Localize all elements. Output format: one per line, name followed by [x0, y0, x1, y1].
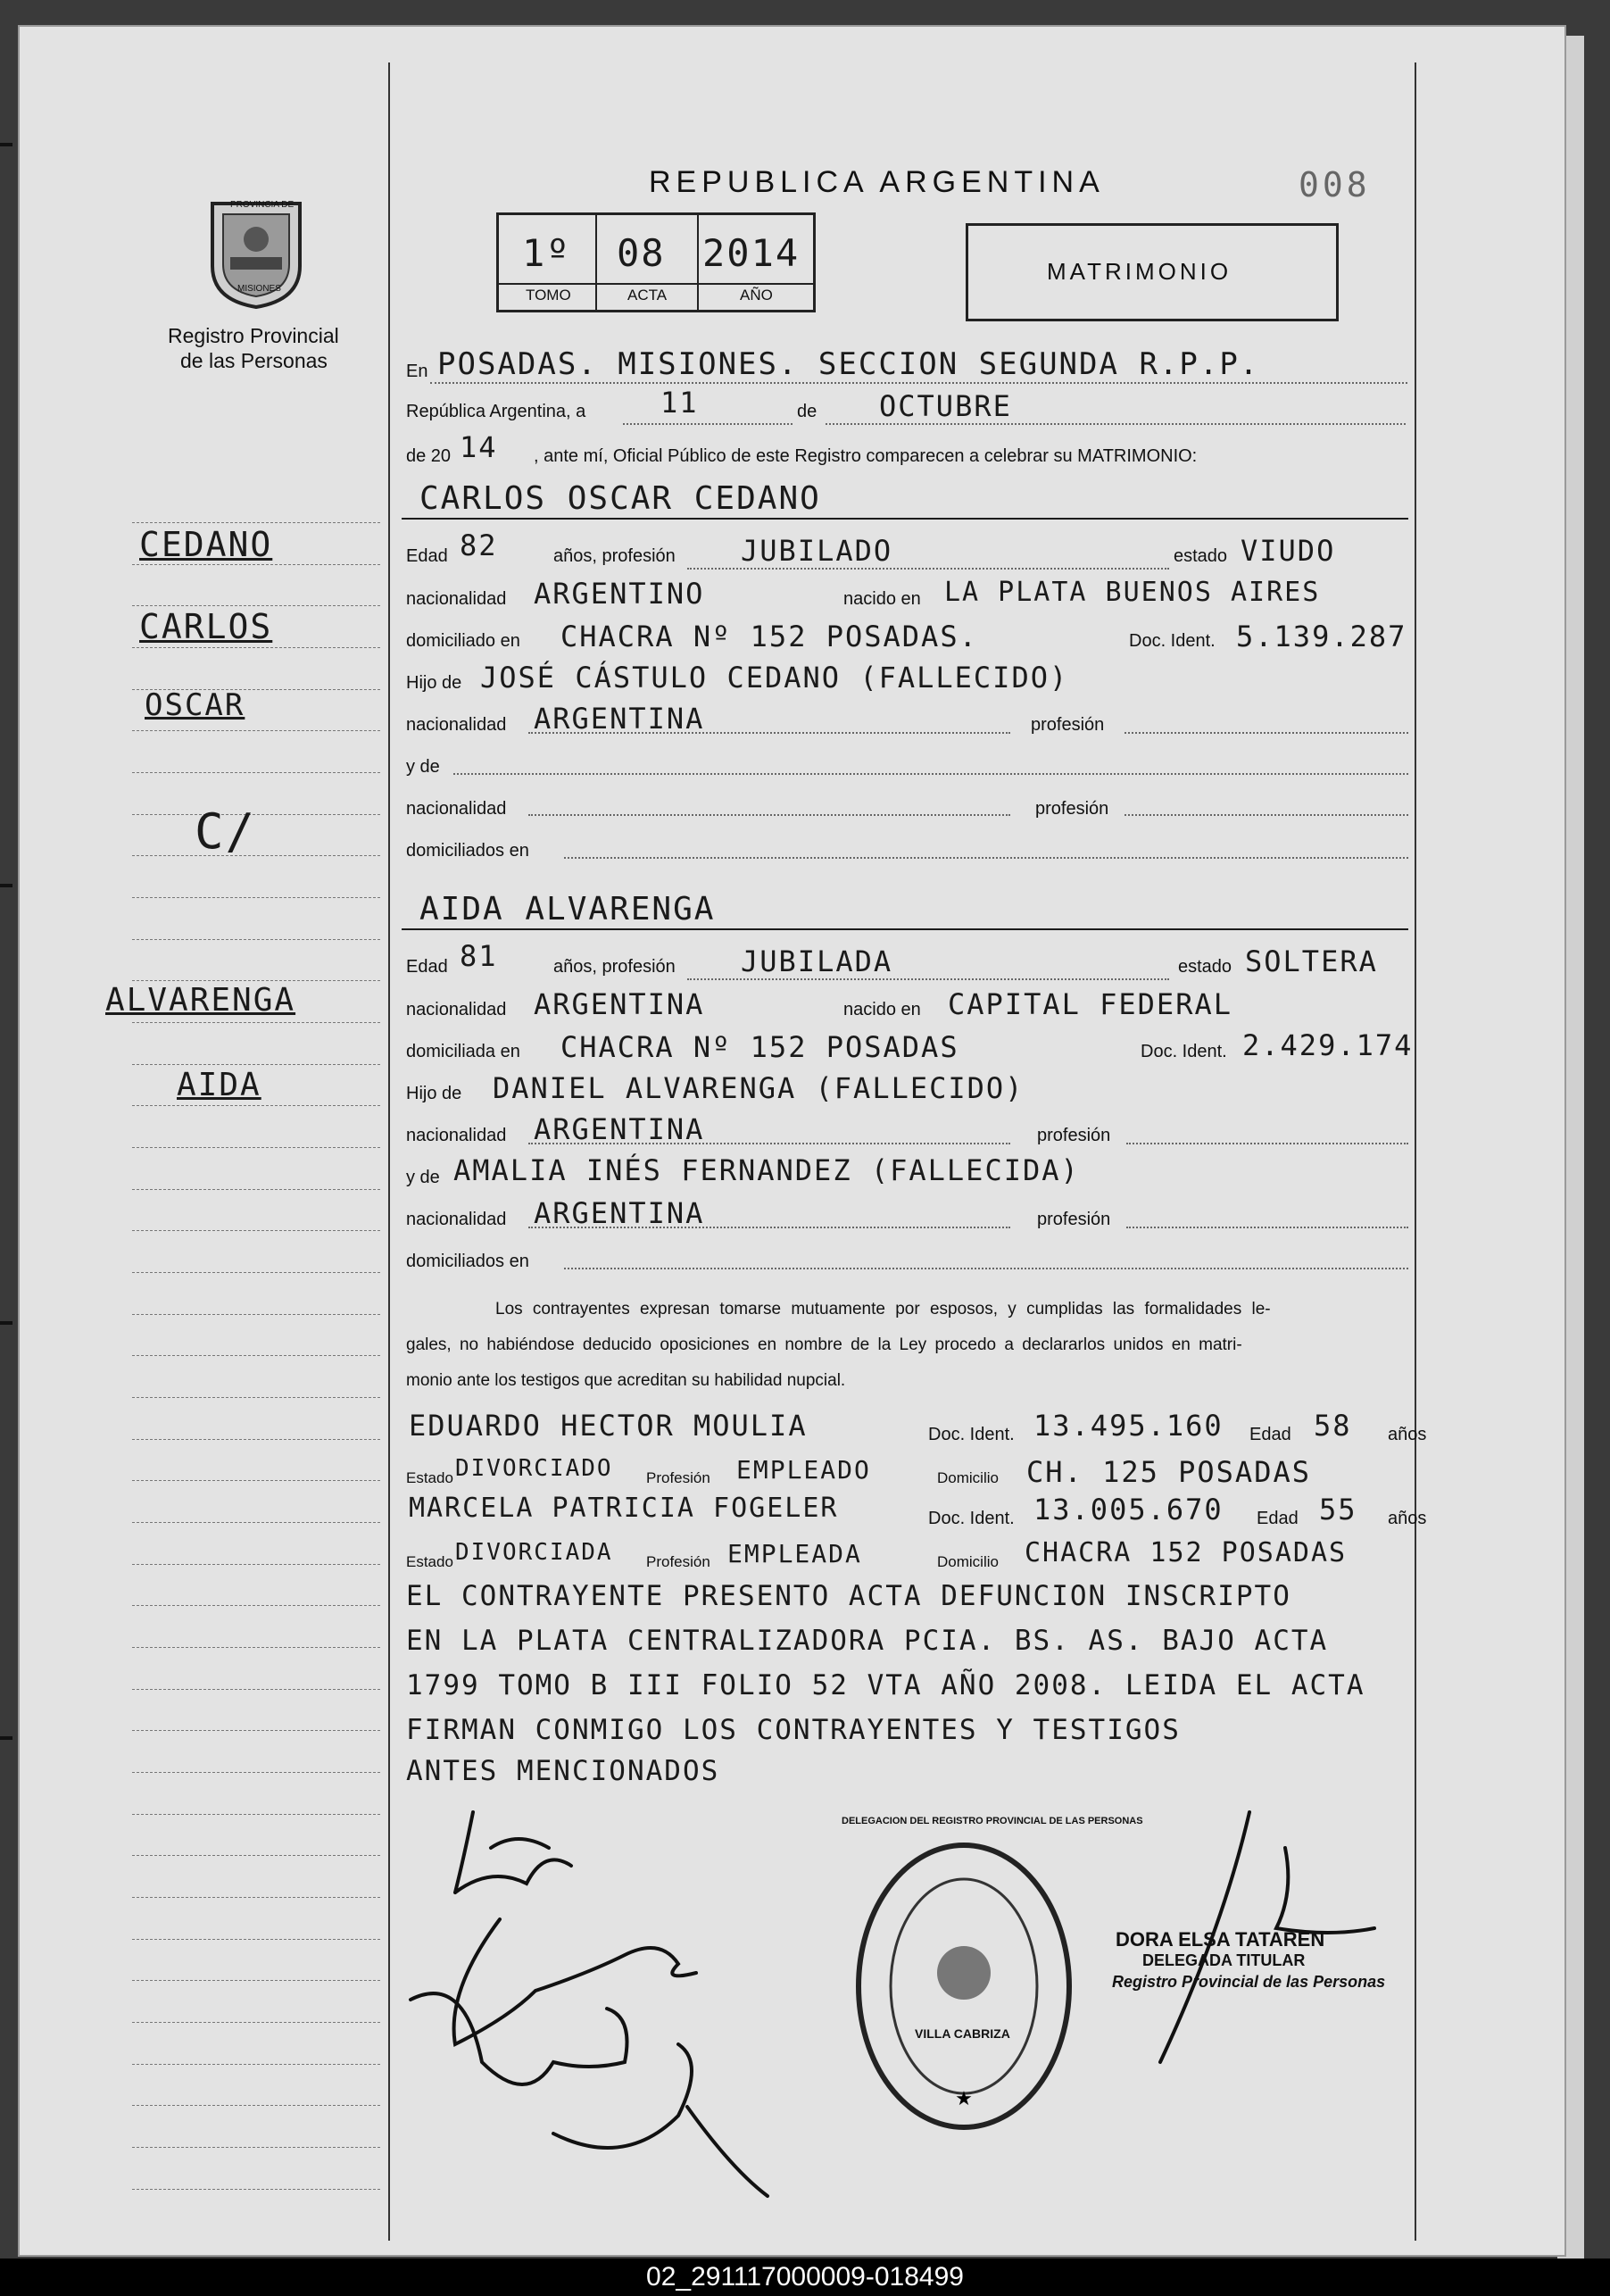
witness1-profesion: EMPLEADO: [736, 1455, 871, 1485]
groom-dom-label: domiciliado en: [406, 631, 520, 651]
margin-conjunction: C/: [195, 803, 257, 860]
groom-doc: 5.139.287: [1236, 620, 1407, 653]
bride-edad: 81: [460, 939, 498, 973]
groom-estado: VIUDO: [1241, 534, 1336, 568]
witness2-dom-label: Domicilio: [937, 1553, 999, 1570]
bride-name: AIDA ALVARENGA: [419, 891, 716, 928]
bride-padre-prof-label: profesión: [1037, 1126, 1111, 1145]
bride-anos-label: años, profesión: [553, 957, 676, 977]
groom-padre: JOSÉ CÁSTULO CEDANO (FALLECIDO): [480, 661, 1069, 695]
stamp-ring-text: DELEGACION DEL REGISTRO PROVINCIAL DE LAS PERSONAS: [842, 1816, 1143, 1826]
witness1-domicilio: CH. 125 POSADAS: [1026, 1455, 1311, 1489]
witness1-doc: 13.495.160: [1033, 1409, 1224, 1443]
bride-padre: DANIEL ALVARENGA (FALLECIDO): [493, 1071, 1025, 1105]
witness2-edad-label: Edad: [1257, 1509, 1299, 1528]
line2-prefix: República Argentina, a: [406, 402, 586, 421]
acta-label: ACTA: [627, 287, 668, 304]
witness1-edad-label: Edad: [1249, 1425, 1291, 1444]
bride-doc: 2.429.174: [1242, 1028, 1414, 1062]
margin-surname-groom: CEDANO: [139, 525, 273, 564]
witness2-estado: DIVORCIADA: [455, 1539, 613, 1566]
folio-number: 008: [1299, 165, 1371, 204]
groom-estado-label: estado: [1174, 546, 1228, 566]
provincial-seal: [203, 195, 309, 309]
witness1-doc-label: Doc. Ident.: [928, 1425, 1015, 1444]
groom-padre-prof-label: profesión: [1031, 715, 1105, 735]
act-type: MATRIMONIO: [1047, 258, 1232, 285]
margin-first-name-groom: CARLOS: [139, 607, 273, 646]
groom-padre-nac: ARGENTINA: [534, 702, 705, 736]
bride-doc-label: Doc. Ident.: [1141, 1042, 1227, 1061]
note-line-5: ANTES MENCIONADOS: [406, 1755, 720, 1787]
witness2-doc-label: Doc. Ident.: [928, 1509, 1015, 1528]
witness2-anos-label: años: [1388, 1509, 1427, 1528]
groom-profesion: JUBILADO: [741, 534, 893, 568]
registry-line-1: Registro Provincial: [168, 324, 339, 347]
witness1-name: EDUARDO HECTOR MOULIA: [409, 1409, 808, 1443]
witness2-name: MARCELA PATRICIA FOGELER: [409, 1493, 839, 1524]
bride-madre-nac: ARGENTINA: [534, 1196, 705, 1230]
margin-second-name-groom: OSCAR: [145, 687, 245, 723]
witness2-doc: 13.005.670: [1033, 1493, 1224, 1527]
note-line-3: 1799 TOMO B III FOLIO 52 VTA AÑO 2008. LEIDA EL ACTA: [406, 1669, 1365, 1701]
en-label: En: [406, 362, 428, 381]
bride-dom-label: domiciliada en: [406, 1042, 520, 1061]
official-stamp: [842, 1816, 1143, 2134]
note-line-1: EL CONTRAYENTE PRESENTO ACTA DEFUNCION INSCRIPTO: [406, 1580, 1291, 1612]
footer-bar: [0, 2259, 1610, 2296]
groom-edad-label: Edad: [406, 546, 448, 566]
bride-estado-label: estado: [1178, 957, 1232, 977]
bride-yde-label: y de: [406, 1168, 440, 1187]
groom-doc-label: Doc. Ident.: [1129, 631, 1216, 651]
year-prefix: de 20: [406, 446, 452, 466]
bride-nacionalidad: ARGENTINA: [534, 987, 705, 1021]
place: POSADAS. MISIONES. SECCION SEGUNDA R.P.P.: [437, 346, 1260, 382]
official-title: DELEGADA TITULAR: [1142, 1951, 1306, 1969]
witness1-anos-label: años: [1388, 1425, 1427, 1444]
groom-name: CARLOS OSCAR CEDANO: [419, 480, 821, 517]
month: OCTUBRE: [879, 389, 1012, 423]
declaration-line-3: monio ante los testigos que acreditan su habilidad nupcial.: [406, 1371, 846, 1390]
groom-madre-prof-label: profesión: [1035, 799, 1109, 819]
margin-first-name-bride: AIDA: [177, 1067, 261, 1103]
ano-value: 2014: [702, 231, 801, 275]
bride-padre-nac-label: nacionalidad: [406, 1126, 507, 1145]
signature-witness-1: [455, 1812, 571, 1893]
bride-madre: AMALIA INÉS FERNANDEZ (FALLECIDA): [453, 1153, 1080, 1187]
de-label: de: [797, 402, 817, 421]
tomo-value: 1º: [522, 231, 571, 275]
official-name: DORA ELSA TATAREN: [1116, 1928, 1325, 1951]
bride-profesion: JUBILADA: [741, 944, 893, 978]
ano-label: AÑO: [740, 287, 773, 304]
act-number-box: [496, 212, 816, 312]
declaration-line-1: Los contrayentes expresan tomarse mutuamente por esposos, y cumplidas las formalidades le-: [495, 1300, 1271, 1319]
bride-madre-prof-label: profesión: [1037, 1210, 1111, 1229]
groom-nac-label: nacionalidad: [406, 589, 507, 609]
groom-padre-nac-label: nacionalidad: [406, 715, 507, 735]
bride-padre-nac: ARGENTINA: [534, 1112, 705, 1146]
left-margin-line: [388, 62, 390, 2241]
margin-surname-bride: ALVARENGA: [105, 982, 296, 1019]
note-line-4: FIRMAN CONMIGO LOS CONTRAYENTES Y TESTIGOS: [406, 1714, 1181, 1746]
witness2-domicilio: CHACRA 152 POSADAS: [1025, 1537, 1348, 1568]
bride-nacido-label: nacido en: [843, 1000, 921, 1019]
groom-domicilio: CHACRA Nº 152 POSADAS.: [560, 620, 978, 653]
note-line-2: EN LA PLATA CENTRALIZADORA PCIA. BS. AS. BAJO ACTA: [406, 1625, 1329, 1657]
bride-nac-label: nacionalidad: [406, 1000, 507, 1019]
witness2-prof-label: Profesión: [646, 1553, 710, 1570]
groom-madre-nac-label: nacionalidad: [406, 799, 507, 819]
acta-value: 08: [617, 231, 666, 275]
bride-domiciliados-label: domiciliados en: [406, 1252, 529, 1271]
witness2-profesion: EMPLEADA: [727, 1539, 862, 1568]
republic-title: REPUBLICA ARGENTINA: [649, 165, 1105, 199]
witness1-estado: DIVORCIADO: [455, 1455, 613, 1482]
groom-nacido: LA PLATA BUENOS AIRES: [944, 577, 1321, 608]
witness2-edad: 55: [1319, 1493, 1357, 1527]
bride-edad-label: Edad: [406, 957, 448, 977]
file-id: 02_291117000009-018499: [646, 2262, 964, 2292]
groom-yde-label: y de: [406, 757, 440, 777]
registry-oval-stamp-icon: [852, 1839, 1075, 2134]
declaration-line-2: gales, no habiéndose deducido oposiciones en nombre de la Ley procedo a declararlos unidos en matri-: [406, 1335, 1242, 1354]
groom-nacido-label: nacido en: [843, 589, 921, 609]
tomo-label: TOMO: [526, 287, 571, 304]
witness1-estado-label: Estado: [406, 1469, 453, 1486]
line3-rest: , ante mí, Oficial Público de este Registro comparecen a celebrar su MATRIMONIO:: [534, 446, 1198, 466]
witness1-edad: 58: [1314, 1409, 1352, 1443]
bride-nacido: CAPITAL FEDERAL: [948, 987, 1232, 1021]
registry-line-2: de las Personas: [180, 349, 328, 372]
groom-edad: 82: [460, 528, 498, 562]
official-org: Registro Provincial de las Personas: [1112, 1973, 1386, 1991]
signature-bride: [454, 1919, 696, 2044]
day: 11: [660, 386, 699, 420]
bride-domicilio: CHACRA Nº 152 POSADAS: [560, 1030, 959, 1064]
stamp-inner-text: VILLA CABRIZA: [915, 2026, 1010, 2041]
seal-text-bottom: MISIONES: [237, 284, 281, 294]
groom-domiciliados-label: domiciliados en: [406, 841, 529, 861]
groom-nacionalidad: ARGENTINO: [534, 577, 705, 611]
groom-hijo-label: Hijo de: [406, 673, 462, 693]
bride-madre-nac-label: nacionalidad: [406, 1210, 507, 1229]
witness2-estado-label: Estado: [406, 1553, 453, 1570]
witness1-prof-label: Profesión: [646, 1469, 710, 1486]
svg-text:★: ★: [955, 2088, 973, 2110]
groom-anos-label: años, profesión: [553, 546, 676, 566]
act-type-box: [966, 223, 1339, 321]
bride-hijo-label: Hijo de: [406, 1084, 462, 1103]
seal-text-top: PROVINCIA DE: [230, 200, 295, 210]
witness1-dom-label: Domicilio: [937, 1469, 999, 1486]
bride-estado: SOLTERA: [1245, 944, 1378, 978]
year-suffix: 14: [460, 430, 498, 464]
